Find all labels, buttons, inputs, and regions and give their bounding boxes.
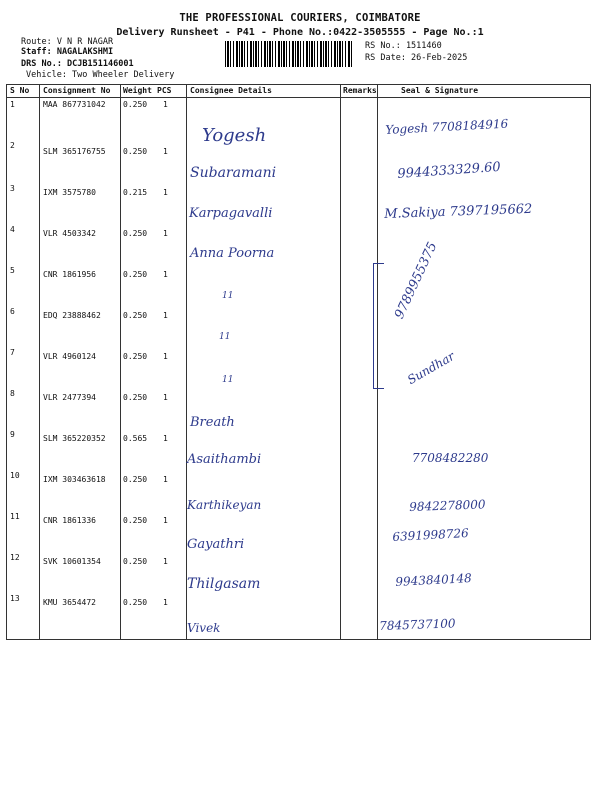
handwritten-consignee: Karpagavalli: [189, 206, 273, 221]
row-weight: 0.250: [123, 270, 148, 279]
row-consignment-no: VLR 4503342: [43, 229, 96, 238]
row-weight: 0.250: [123, 311, 148, 320]
row-consignment-no: CNR 1861336: [43, 516, 96, 525]
table-row: [7, 549, 590, 590]
row-pcs: 1: [163, 475, 168, 484]
row-consignment-no: EDQ 23888462: [43, 311, 101, 320]
row-consignment-no: VLR 4960124: [43, 352, 96, 361]
col-header-consignee: Consignee Details: [190, 86, 272, 95]
row-consignment-no: MAA 867731042: [43, 100, 106, 109]
handwritten-consignee: 11: [219, 332, 231, 342]
row-consignment-no: SLM 365176755: [43, 147, 106, 156]
handwritten-consignee: Karthikeyan: [187, 498, 262, 512]
row-pcs: 1: [163, 270, 168, 279]
handwritten-consignee: Vivek: [187, 621, 221, 635]
row-consignment-no: SLM 365220352: [43, 434, 106, 443]
rs-number: RS No.: 1511460: [365, 41, 442, 51]
row-pcs: 1: [163, 100, 168, 109]
row-weight: 0.565: [123, 434, 148, 443]
row-pcs: 1: [163, 434, 168, 443]
handwritten-signature: Sundhar: [405, 349, 458, 388]
handwritten-consignee: Gayathri: [187, 537, 245, 552]
table-row: [7, 467, 590, 508]
table-row: [7, 303, 590, 344]
route: Route: V N R NAGAR: [21, 37, 114, 47]
row-sno: 12: [10, 553, 20, 562]
runsheet-subtitle: Delivery Runsheet - P41 - Phone No.:0422-3505555 - Page No.:1: [116, 27, 484, 38]
row-pcs: 1: [163, 557, 168, 566]
row-consignment-no: IXM 3575780: [43, 188, 96, 197]
handwritten-signature: 9943840148: [395, 571, 472, 589]
runsheet-table: [6, 84, 591, 640]
staff: Staff: NAGALAKSHMI: [21, 47, 114, 57]
row-weight: 0.250: [123, 557, 148, 566]
row-pcs: 1: [163, 188, 168, 197]
handwritten-signature: 9842278000: [409, 497, 486, 514]
row-consignment-no: IXM 303463618: [43, 475, 106, 484]
table-row: [7, 426, 590, 467]
table-row: [7, 508, 590, 549]
row-weight: 0.250: [123, 229, 148, 238]
row-weight: 0.250: [123, 100, 148, 109]
row-sno: 13: [10, 594, 20, 603]
row-sno: 2: [10, 141, 15, 150]
handwritten-signature: M.Sakiya 7397195662: [384, 201, 533, 222]
handwritten-consignee: Anna Poorna: [190, 246, 275, 261]
col-header-sno: S No: [10, 86, 30, 95]
row-sno: 1: [10, 100, 15, 109]
row-weight: 0.250: [123, 475, 148, 484]
handwritten-consignee: 11: [222, 375, 234, 385]
row-weight: 0.250: [123, 147, 148, 156]
row-weight: 0.250: [123, 598, 148, 607]
row-sno: 6: [10, 307, 15, 316]
row-pcs: 1: [163, 311, 168, 320]
row-sno: 11: [10, 512, 20, 521]
col-header-weight: Weight: [123, 86, 152, 95]
handwritten-consignee: Subaramani: [190, 165, 277, 181]
row-consignment-no: VLR 2477394: [43, 393, 96, 402]
handwritten-consignee: Thilgasam: [187, 576, 261, 592]
row-pcs: 1: [163, 598, 168, 607]
row-pcs: 1: [163, 229, 168, 238]
row-sno: 3: [10, 184, 15, 193]
table-row: [7, 221, 590, 262]
row-weight: 0.250: [123, 516, 148, 525]
row-sno: 5: [10, 266, 15, 275]
row-sno: 8: [10, 389, 15, 398]
row-pcs: 1: [163, 352, 168, 361]
row-sno: 10: [10, 471, 20, 480]
row-sno: 7: [10, 348, 15, 357]
drs-number: DRS No.: DCJB151146001: [21, 59, 134, 69]
row-weight: 0.250: [123, 393, 148, 402]
col-header-pcs: PCS: [157, 86, 172, 95]
row-pcs: 1: [163, 393, 168, 402]
table-row: [7, 385, 590, 426]
col-header-remarks: Remarks: [343, 86, 377, 95]
handwritten-consignee: Breath: [190, 415, 235, 430]
vehicle: Vehicle: Two Wheeler Delivery: [26, 70, 175, 80]
handwritten-signature: 6391998726: [392, 526, 469, 544]
row-consignment-no: SVK 10601354: [43, 557, 101, 566]
row-pcs: 1: [163, 147, 168, 156]
handwritten-consignee: 11: [222, 291, 234, 301]
handwritten-signature: 7845737100: [379, 616, 456, 633]
handwritten-signature: Yogesh 7708184916: [385, 116, 509, 137]
row-consignment-no: CNR 1861956: [43, 270, 96, 279]
table-row: [7, 139, 590, 180]
company-name: THE PROFESSIONAL COURIERS, COIMBATORE: [179, 12, 421, 24]
rs-date: RS Date: 26-Feb-2025: [365, 53, 468, 63]
handwritten-consignee: Yogesh: [202, 125, 267, 146]
row-sno: 9: [10, 430, 15, 439]
table-row: [7, 590, 590, 631]
row-pcs: 1: [163, 516, 168, 525]
row-weight: 0.250: [123, 352, 148, 361]
row-weight: 0.215: [123, 188, 148, 197]
barcode: [225, 41, 353, 67]
handwritten-signature: 7708482280: [412, 451, 489, 465]
handwritten-signature: 9944333329.60: [397, 159, 502, 182]
handwritten-consignee: Asaithambi: [187, 452, 262, 467]
row-sno: 4: [10, 225, 15, 234]
col-header-consignment: Consignment No: [43, 86, 111, 95]
table-row: [7, 262, 590, 303]
col-header-signature: Seal & Signature: [401, 86, 479, 95]
handwritten-signature: 9789955375: [392, 240, 441, 322]
row-consignment-no: KMU 3654472: [43, 598, 96, 607]
table-row: [7, 344, 590, 388]
